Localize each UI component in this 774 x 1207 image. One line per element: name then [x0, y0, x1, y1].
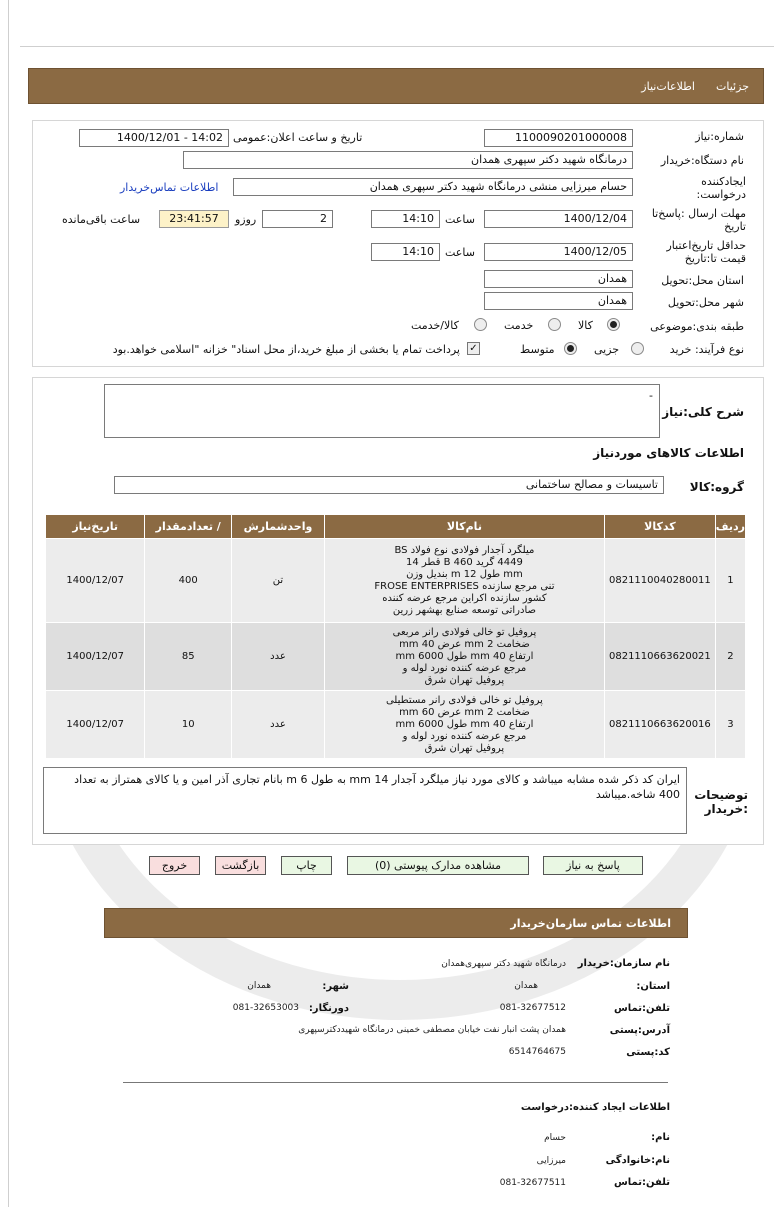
requester-label: ایجادکننده درخواست: — [696, 175, 746, 201]
header-unit: واحدشمارش — [232, 515, 325, 539]
city-field: همدان — [484, 292, 633, 310]
goods-group-label: گروه:کالا — [689, 480, 744, 494]
cell-row: 1 — [715, 539, 745, 623]
announce-label: تاریخ و ساعت اعلان:عمومی — [233, 131, 363, 144]
name-line: کشور سازنده اکراین مرجع عرضه کننده — [382, 592, 547, 604]
buyer-notes-text: ایران کد ذکر شده مشابه میباشد و کالای مورد نیاز میلگرد آجدار 14 mm به طول 6 m بانام تجاری آذر امین و یا کالای همتراز به تعداد 400 شاخه.میباشد — [74, 773, 680, 801]
category-option-both: کالا/خدمت — [411, 319, 459, 332]
name-line: ضخامت 2 mm عرض 60 mm — [399, 706, 530, 718]
creator-family-value: میرزایی — [536, 1156, 566, 1166]
phone-info-label: تلفن:تماس — [613, 1003, 670, 1014]
deadline-label: مهلت ارسال :پاسخ‌تا تاریخ — [651, 207, 746, 233]
cell-row: 3 — [715, 691, 745, 759]
cell-row: 2 — [715, 623, 745, 691]
city-info-value: همدان — [247, 981, 271, 991]
process-option-medium: متوسط — [520, 343, 555, 356]
category-radio-goods[interactable] — [607, 318, 620, 331]
province-info-label: استان: — [636, 981, 670, 992]
attachments-button[interactable]: مشاهده مدارک پیوستی (0) — [347, 856, 529, 875]
buyer-notes-box — [43, 767, 687, 834]
category-option-service: خدمت — [504, 319, 534, 332]
deadline-time-label: ساعت — [445, 213, 475, 226]
cell-date: 1400/12/07 — [46, 623, 145, 691]
header-date: تاریخ‌نیاز — [46, 515, 145, 539]
top-divider — [20, 46, 774, 47]
creator-name-value: حسام — [544, 1133, 566, 1143]
table-row — [46, 623, 746, 691]
creator-name-label: نام: — [651, 1132, 670, 1143]
buyer-org-label: نام دستگاه:خریدار — [660, 154, 744, 167]
validity-time-field: 14:10 — [371, 243, 440, 261]
name-line: پروفیل تو خالی فولادی رانر مربعی — [392, 626, 537, 638]
name-line: تنی مرجع سازنده FROSE ENTERPRISES — [374, 580, 555, 592]
general-desc-box — [104, 384, 660, 438]
category-label: طبقه بندی:موضوعی — [650, 320, 744, 333]
city-label: شهر محل:تحویل — [667, 296, 744, 309]
postal-info-label: کد:پستی — [626, 1047, 670, 1058]
process-label: نوع فرآیند: خرید — [669, 343, 744, 356]
process-option-minor: جزیی — [594, 343, 620, 356]
goods-info-title: اطلاعات کالاهای موردنیاز — [593, 446, 744, 460]
header-code: کدکالا — [604, 515, 715, 539]
cell-unit: تن — [232, 539, 325, 623]
buyer-org-field: درمانگاه شهید دکتر سپهری همدان — [183, 151, 633, 169]
buyer-notes-label: توضیحات :خریدار — [694, 788, 748, 816]
validity-time-label: ساعت — [445, 246, 475, 259]
name-line: 4449 گرید B 460 قطر 14 — [406, 556, 523, 568]
phone-info-value: 081-32677512 — [499, 1003, 566, 1013]
need-number-field: 1100090201000008 — [484, 129, 633, 147]
name-line: پروفیل تو خالی فولادی رانر مستطیلی — [385, 694, 543, 706]
postal-info-value: 6514764675 — [508, 1047, 566, 1057]
category-radio-service[interactable] — [548, 318, 561, 331]
cell-code: 0821110663620021 — [604, 623, 715, 691]
items-table-wrap — [45, 514, 746, 759]
process-radio-medium[interactable] — [564, 342, 577, 355]
tabs-bar — [28, 68, 764, 104]
header-row-number: ردیف — [715, 515, 745, 539]
items-table — [45, 514, 746, 759]
cell-unit: عدد — [232, 623, 325, 691]
back-button[interactable]: بازگشت — [215, 856, 266, 875]
city-info-label: شهر: — [322, 981, 349, 992]
header-qty: / تعدادمقدار — [145, 515, 232, 539]
need-number-label: شماره:نیاز — [695, 130, 744, 143]
general-desc-label: شرح کلی:نیاز — [662, 405, 744, 419]
creator-section — [100, 1096, 670, 1196]
days-label: روزو — [235, 213, 257, 226]
process-radio-minor[interactable] — [631, 342, 644, 355]
validity-date-field: 1400/12/05 — [484, 243, 633, 261]
province-field: همدان — [484, 270, 633, 288]
fax-info-label: دورنگار: — [308, 1003, 349, 1014]
exit-button[interactable]: خروج — [149, 856, 200, 875]
reply-button[interactable]: پاسخ به نیاز — [543, 856, 643, 875]
province-label: استان محل:تحویل — [661, 274, 744, 287]
cell-name — [324, 539, 604, 623]
header-name: نام‌کالا — [324, 515, 604, 539]
remaining-timer: 23:41:57 — [159, 210, 229, 228]
contact-title: اطلاعات تماس سازمان‌خریدار — [510, 917, 671, 930]
tab-need-info[interactable]: اطلاعات‌نیاز — [641, 80, 695, 93]
name-line: ارتفاع 40 mm طول 6000 mm — [395, 650, 534, 662]
days-field: 2 — [262, 210, 333, 228]
name-line: پروفیل تهران شرق — [424, 742, 505, 754]
goods-group-field: تاسیسات و مصالح ساختمانی — [114, 476, 664, 494]
buyer-contact-link[interactable]: اطلاعات تماس‌خریدار — [120, 181, 219, 194]
deadline-date-field: 1400/12/04 — [484, 210, 633, 228]
payment-checkbox[interactable]: ✓ — [467, 342, 480, 355]
province-info-value: همدان — [514, 981, 538, 991]
creator-family-label: نام:خانوادگی — [605, 1155, 670, 1166]
cell-qty: 10 — [145, 691, 232, 759]
tab-details[interactable]: جزئیات — [716, 80, 749, 93]
contact-section — [100, 950, 670, 1070]
cell-name — [324, 623, 604, 691]
org-name-label: نام سازمان:خریدار — [577, 958, 670, 969]
cell-qty: 400 — [145, 539, 232, 623]
address-info-label: آدرس:پستی — [609, 1025, 670, 1036]
org-name-value: درمانگاه شهید دکتر سپهری‌همدان — [441, 959, 566, 969]
name-line: مرجع عرضه کننده نورد لوله و — [402, 730, 527, 742]
address-info-value: همدان پشت انبار نفت خیابان مصطفی خمینی درمانگاه شهیددکترسپهری — [298, 1025, 566, 1035]
category-radio-both[interactable] — [474, 318, 487, 331]
left-border-line — [8, 0, 9, 1207]
creator-title: اطلاعات ایجاد کننده:درخواست — [520, 1102, 670, 1113]
cell-date: 1400/12/07 — [46, 691, 145, 759]
name-line: میلگرد آجدار فولادی نوع فولاد BS — [394, 544, 535, 556]
cell-code: 0821110663620016 — [604, 691, 715, 759]
table-header-row — [46, 515, 746, 539]
contact-divider — [123, 1082, 668, 1083]
deadline-time-field: 14:10 — [371, 210, 440, 228]
cell-code: 0821110040280011 — [604, 539, 715, 623]
validity-label: حداقل تاریخ‌اعتبار قیمت تا:تاریخ — [666, 239, 746, 265]
cell-unit: عدد — [232, 691, 325, 759]
name-line: ضخامت 2 mm عرض 40 mm — [399, 638, 530, 650]
name-line: پروفیل تهران شرق — [424, 674, 505, 686]
creator-phone-label: تلفن:تماس — [613, 1177, 670, 1188]
payment-note: پرداخت تمام یا بخشی از مبلغ خرید،از محل اسناد" خزانه "اسلامی خواهد.بود — [112, 343, 460, 356]
cell-qty: 85 — [145, 623, 232, 691]
table-row — [46, 539, 746, 623]
cell-name — [324, 691, 604, 759]
fax-info-value: 081-32653003 — [232, 1003, 299, 1013]
remaining-label: ساعت باقی‌مانده — [62, 213, 141, 226]
general-desc-value: - — [649, 389, 653, 402]
contact-bar — [104, 908, 688, 938]
print-button[interactable]: چاپ — [281, 856, 332, 875]
name-line: صادراتی توسعه صنایع بهشهر زرین — [392, 604, 536, 616]
name-line: مرجع عرضه کننده نورد لوله و — [402, 662, 527, 674]
category-option-goods: کالا — [578, 319, 593, 332]
name-line: mm طول 12 m بندیل وزن — [406, 568, 523, 580]
cell-date: 1400/12/07 — [46, 539, 145, 623]
announce-field: 1400/12/01 - 14:02 — [79, 129, 229, 147]
requester-field: حسام میرزایی منشی درمانگاه شهید دکتر سپهری همدان — [233, 178, 633, 196]
table-row — [46, 691, 746, 759]
creator-phone-value: 081-32677511 — [499, 1178, 566, 1188]
name-line: ارتفاع 40 mm طول 6000 mm — [395, 718, 534, 730]
